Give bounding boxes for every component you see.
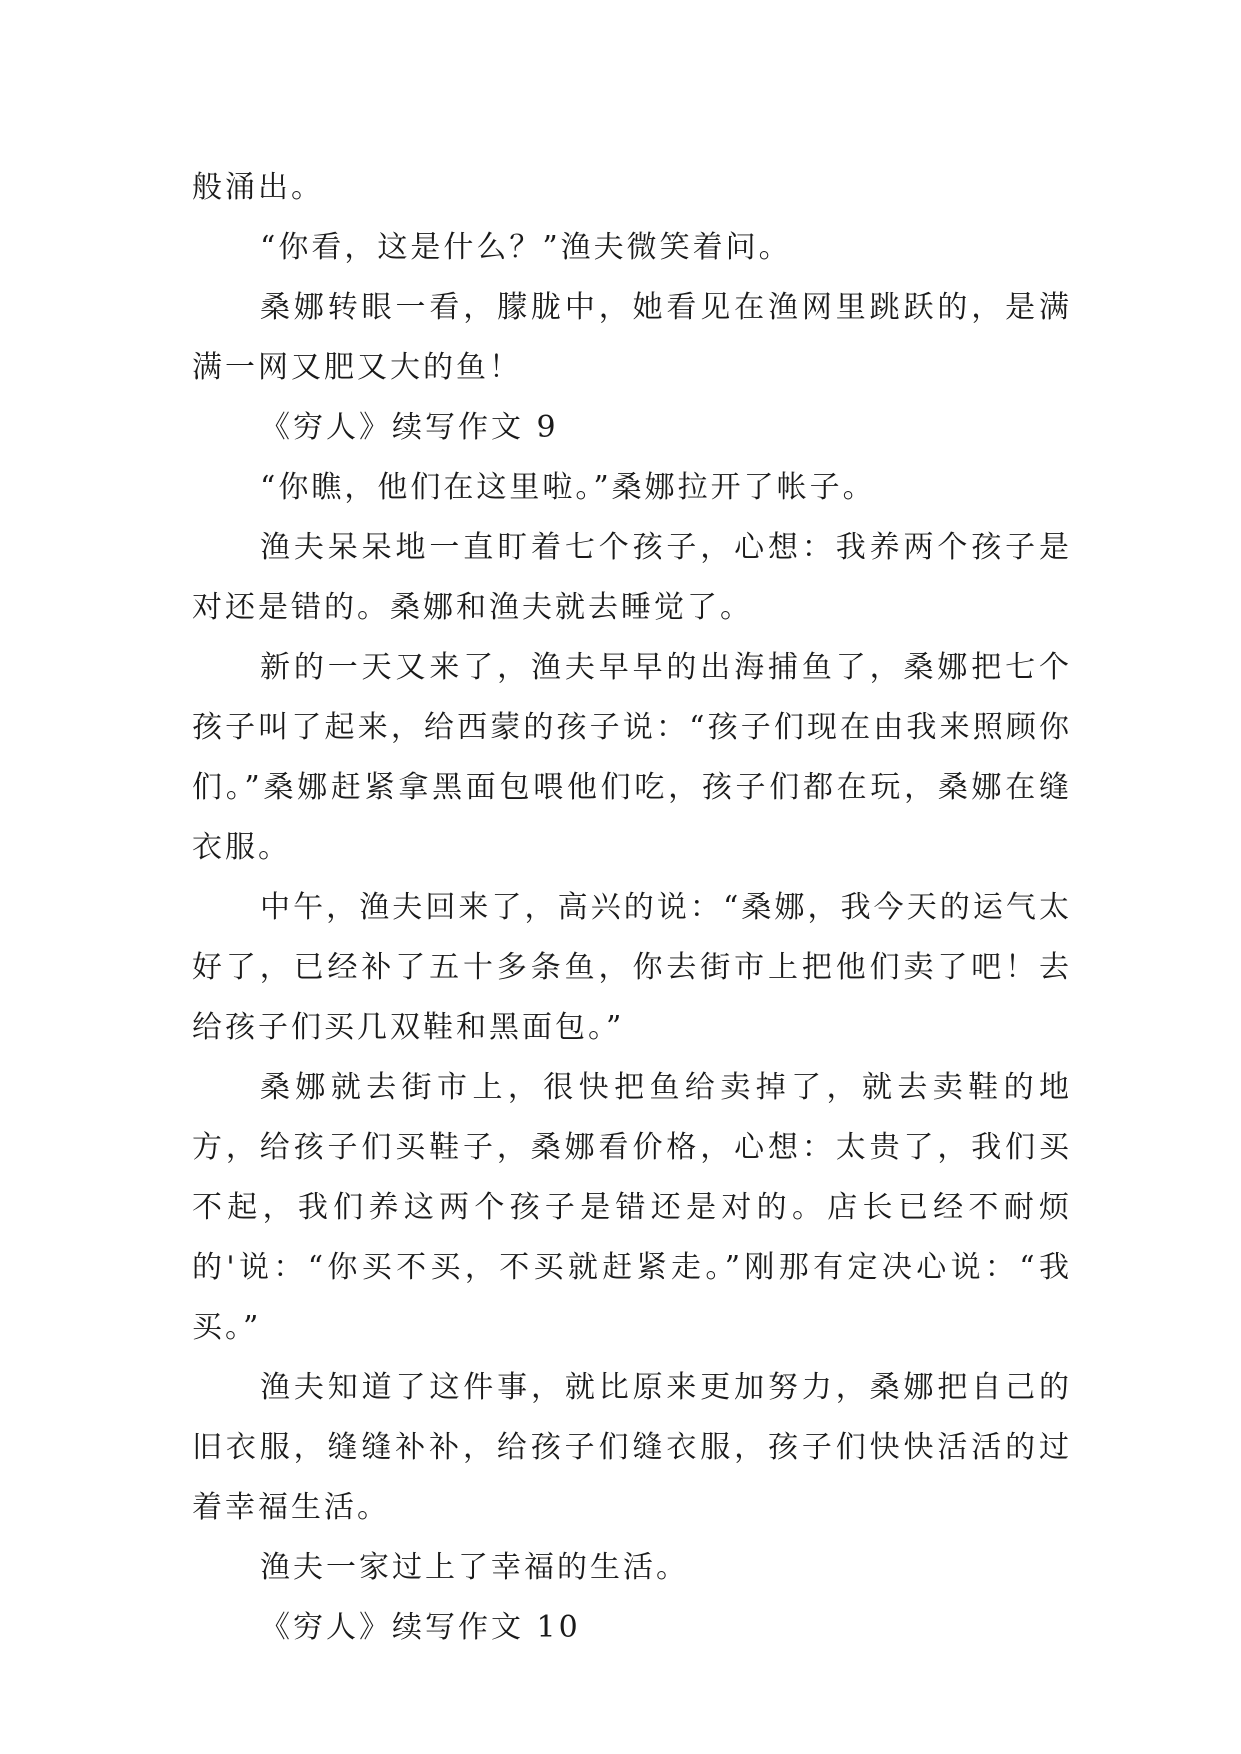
paragraph-3: 桑娜转眼一看，朦胧中，她看见在渔网里跳跃的，是满满一网又肥又大的鱼！ (192, 290, 1072, 385)
paragraph-8: 中午，渔夫回来了，高兴的说：“桑娜，我今天的运气太好了，已经补了五十多条鱼，你去街市上把他们卖了吧！去给孩子们买几双鞋和黑面包。” (192, 890, 1072, 1045)
paragraph-1: 般涌出。 (192, 170, 324, 205)
paragraph-2: “你看，这是什么？”渔夫微笑着问。 (260, 230, 792, 265)
paragraph-10: 渔夫知道了这件事，就比原来更加努力，桑娜把自己的旧衣服，缝缝补补，给孩子们缝衣服，孩子们快快活活的过着幸福生活。 (192, 1370, 1072, 1525)
paragraph-7: 新的一天又来了，渔夫早早的出海捕鱼了，桑娜把七个孩子叫了起来，给西蒙的孩子说：“孩子们现在由我来照顾你们。”桑娜赶紧拿黑面包喂他们吃，孩子们都在玩，桑娜在缝衣服。 (192, 650, 1072, 865)
section-heading-10: 《穷人》续写作文 10 (260, 1610, 581, 1645)
paragraph-9: 桑娜就去街市上，很快把鱼给卖掉了，就去卖鞋的地方，给孩子们买鞋子，桑娜看价格，心想：太贵了，我们买不起，我们养这两个孩子是错还是对的。店长已经不耐烦的'说：“你买不买，不买就赶紧走。”刚那有定决心说：“我买。” (192, 1070, 1072, 1345)
body-text (192, 158, 1072, 1658)
section-heading-9: 《穷人》续写作文 9 (260, 410, 559, 445)
paragraph-5: “你瞧，他们在这里啦。”桑娜拉开了帐子。 (260, 470, 876, 505)
paragraph-6: 渔夫呆呆地一直盯着七个孩子，心想：我养两个孩子是对还是错的。桑娜和渔夫就去睡觉了。 (192, 530, 1072, 625)
paragraph-11: 渔夫一家过上了幸福的生活。 (260, 1550, 689, 1585)
